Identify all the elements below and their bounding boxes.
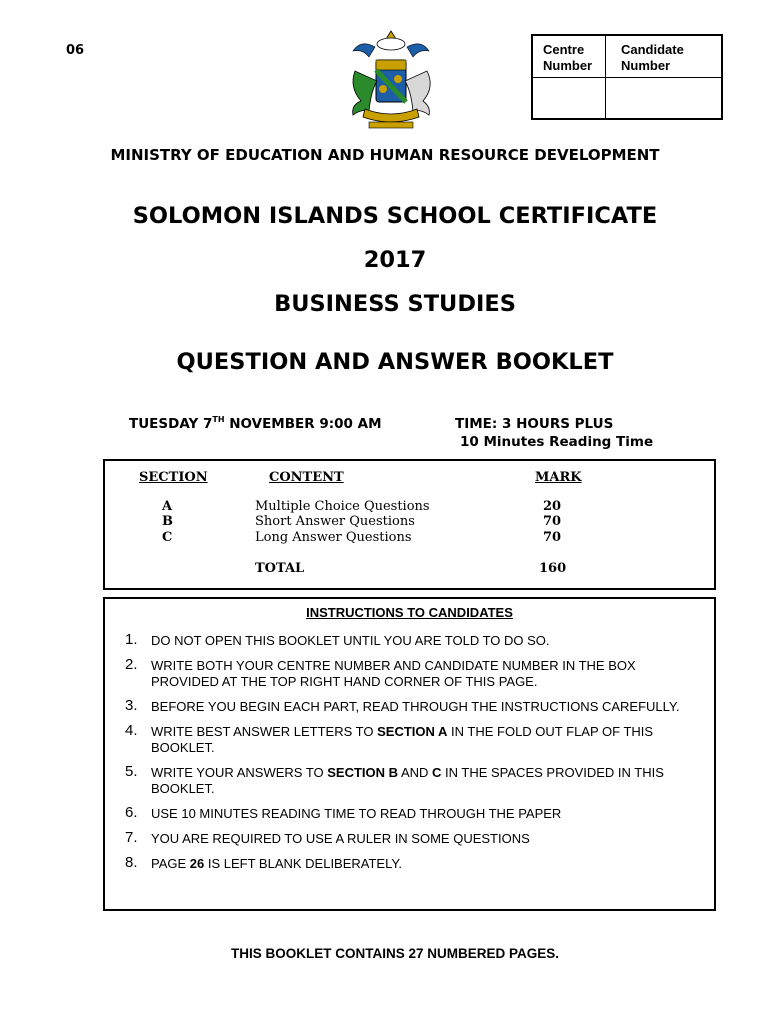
total-label: TOTAL xyxy=(255,561,305,576)
instruction-item: 3. BEFORE YOU BEGIN EACH PART, READ THROUGH THE INSTRUCTIONS CAREFULLY. xyxy=(125,697,680,714)
content-header: CONTENT xyxy=(269,470,344,485)
instruction-item: 2. WRITE BOTH YOUR CENTRE NUMBER AND CANDIDATE NUMBER IN THE BOX PROVIDED AT THE TOP RIGHT HAND CORNER OF THIS PAGE. xyxy=(125,656,636,689)
instruction-item: 5. WRITE YOUR ANSWERS TO SECTION B AND C IN THE SPACES PROVIDED IN THIS BOOKLET. xyxy=(125,763,664,796)
exam-date: TUESDAY 7TH NOVEMBER 9:00 AM xyxy=(129,415,382,432)
instruction-number: 7. xyxy=(125,829,138,846)
instructions-title: INSTRUCTIONS TO CANDIDATES xyxy=(306,605,513,620)
total-mark: 160 xyxy=(539,561,567,576)
table-row-content: Long Answer Questions xyxy=(255,530,412,545)
page-code: 06 xyxy=(66,43,85,58)
booklet-title: QUESTION AND ANSWER BOOKLET xyxy=(176,349,614,375)
page-count-note: THIS BOOKLET CONTAINS 27 NUMBERED PAGES. xyxy=(230,946,560,961)
instruction-number: 2. xyxy=(125,656,138,673)
table-row-section: A xyxy=(162,499,173,514)
exam-time: TIME: 3 HOURS PLUS 10 Minutes Reading Time xyxy=(455,416,654,450)
instruction-item: 8. PAGE 26 IS LEFT BLANK DELIBERATELY. xyxy=(125,854,402,871)
certificate-title: SOLOMON ISLANDS SCHOOL CERTIFICATE xyxy=(132,203,658,229)
table-row-content: Short Answer Questions xyxy=(255,514,415,529)
mark-header: MARK xyxy=(535,470,582,485)
instruction-number: 1. xyxy=(125,631,138,648)
section-header: SECTION xyxy=(139,470,208,485)
exam-year: 2017 xyxy=(363,247,427,273)
candidate-number-label: Candidate Number xyxy=(621,42,684,73)
instructions-box xyxy=(103,597,716,911)
instruction-item: 6. USE 10 MINUTES READING TIME TO READ THROUGH THE PAPER xyxy=(125,804,562,821)
centre-number-label: Centre Number xyxy=(543,42,593,73)
table-row-section: C xyxy=(162,530,173,545)
table-row-content: Multiple Choice Questions xyxy=(255,499,430,514)
instruction-number: 5. xyxy=(125,763,138,780)
instruction-number: 8. xyxy=(125,854,138,871)
candidate-number-box xyxy=(531,34,723,120)
subject-title: BUSINESS STUDIES xyxy=(274,291,516,317)
instruction-number: 4. xyxy=(125,722,138,739)
table-row-mark: 70 xyxy=(543,530,562,545)
instruction-item: 7. YOU ARE REQUIRED TO USE A RULER IN SOME QUESTIONS xyxy=(125,829,530,846)
coat-of-arms-emblem xyxy=(345,27,437,133)
instruction-number: 3. xyxy=(125,697,138,714)
instruction-number: 6. xyxy=(125,804,138,821)
ministry-heading: MINISTRY OF EDUCATION AND HUMAN RESOURCE DEVELOPMENT xyxy=(110,146,660,164)
instruction-item: 4. WRITE BEST ANSWER LETTERS TO SECTION A IN THE FOLD OUT FLAP OF THIS BOOKLET. xyxy=(125,722,654,755)
sections-table xyxy=(103,459,716,590)
table-row-mark: 20 xyxy=(543,499,562,514)
instructions-list xyxy=(105,633,714,881)
table-row-section: B xyxy=(162,514,173,529)
table-row-mark: 70 xyxy=(543,514,562,529)
instruction-item: 1. DO NOT OPEN THIS BOOKLET UNTIL YOU ARE TOLD TO DO SO. xyxy=(125,631,550,648)
